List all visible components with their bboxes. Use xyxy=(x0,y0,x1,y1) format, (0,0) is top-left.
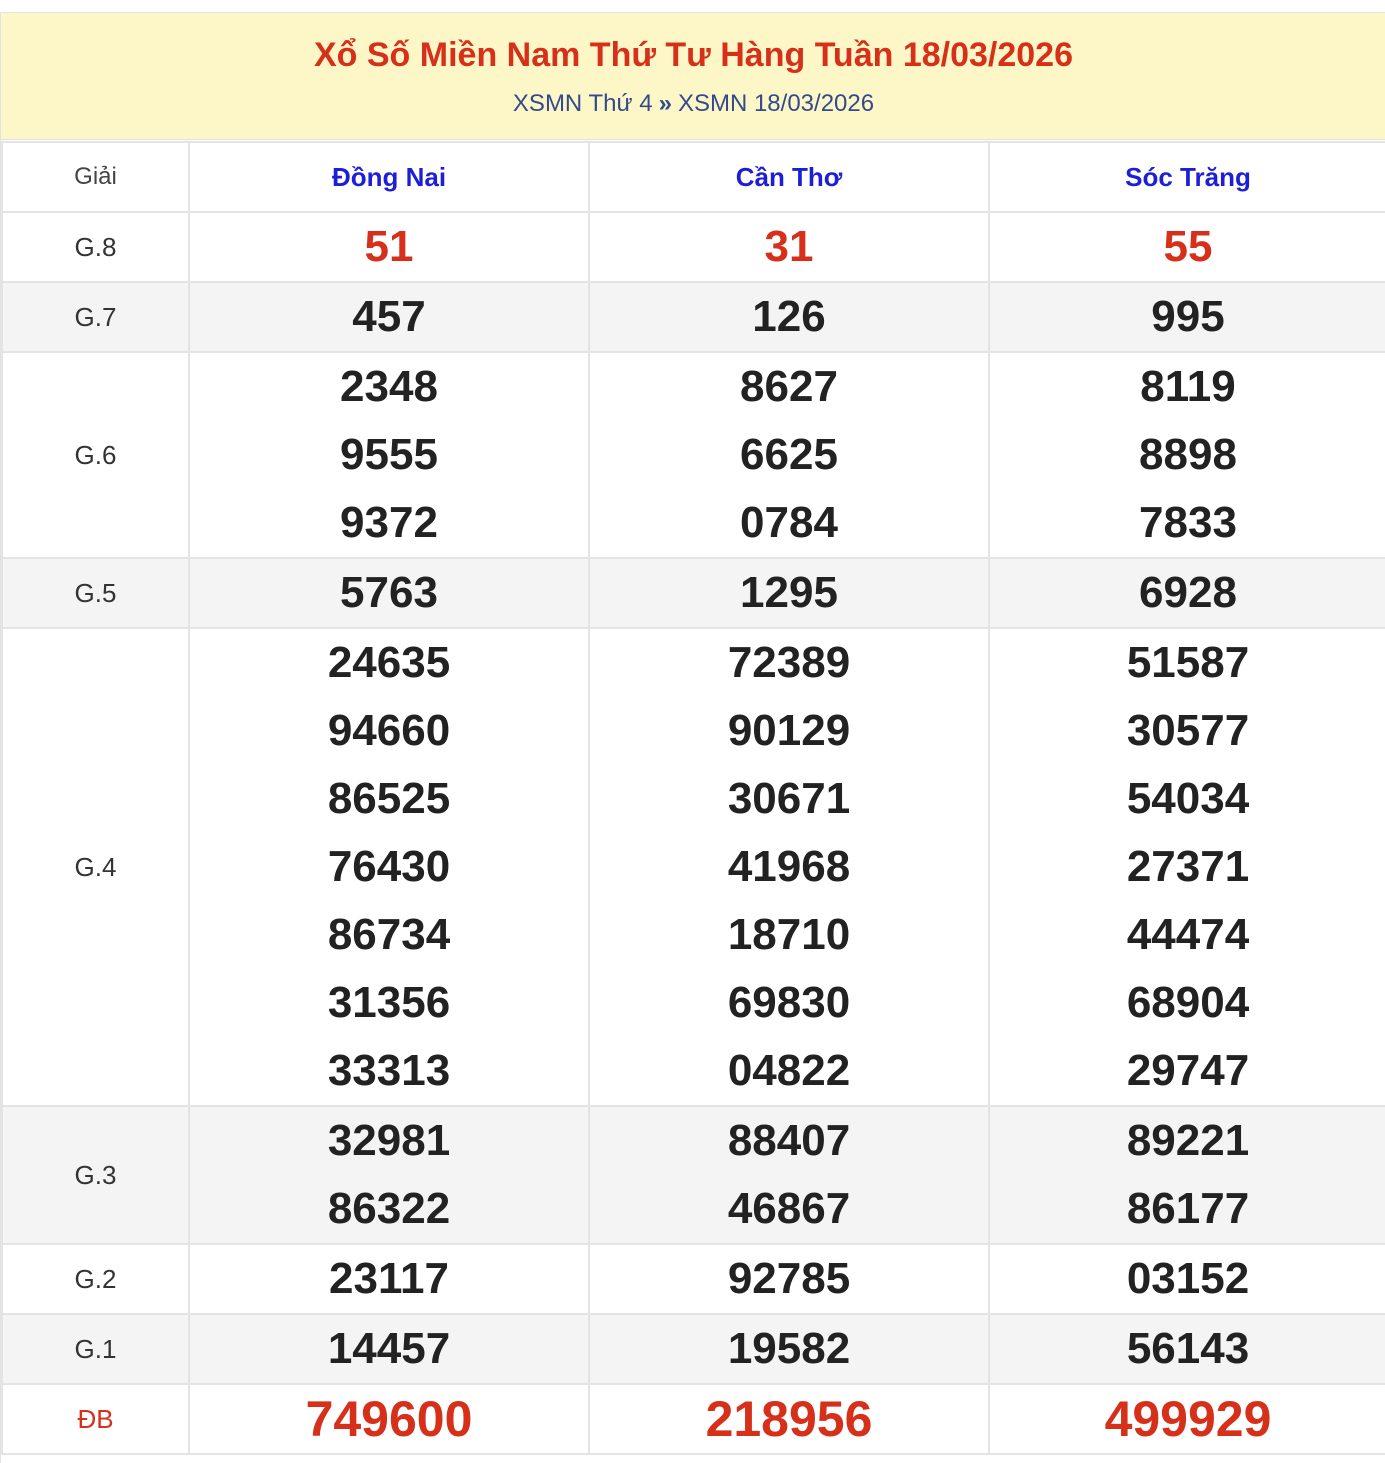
result-cell xyxy=(589,1244,989,1314)
result-number: 51587 xyxy=(1126,638,1250,687)
result-number: 90129 xyxy=(727,706,851,755)
result-number: 9555 xyxy=(340,430,438,479)
table-row xyxy=(2,558,1385,628)
result-cell xyxy=(189,1106,589,1244)
result-number: 6928 xyxy=(1139,568,1237,617)
result-number: 55 xyxy=(1163,222,1213,271)
result-cell xyxy=(589,1384,989,1454)
result-cell xyxy=(589,1106,989,1244)
result-number: 5763 xyxy=(340,568,438,617)
result-number: 8898 xyxy=(1139,430,1237,479)
results-header xyxy=(1,13,1385,140)
result-cell xyxy=(589,282,989,352)
result-number: 68904 xyxy=(1126,978,1250,1027)
result-number: 04822 xyxy=(727,1046,851,1095)
result-cell xyxy=(989,628,1385,1106)
result-cell xyxy=(989,352,1385,558)
breadcrumb-link-weekday[interactable]: XSMN Thứ 4 xyxy=(512,90,653,117)
result-cell xyxy=(989,282,1385,352)
result-number: 27371 xyxy=(1126,842,1250,891)
table-row xyxy=(2,282,1385,352)
result-number: 86734 xyxy=(327,910,451,959)
result-number: 88407 xyxy=(727,1116,851,1165)
result-number: 92785 xyxy=(727,1254,851,1303)
results-panel xyxy=(0,12,1385,1463)
prize-label: G.1 xyxy=(2,1314,189,1384)
result-number: 18710 xyxy=(727,910,851,959)
result-number: 76430 xyxy=(327,842,451,891)
result-number: 23117 xyxy=(329,1254,449,1303)
result-number: 46867 xyxy=(727,1184,851,1233)
province-header-soc-trang[interactable]: Sóc Trăng xyxy=(989,142,1385,212)
result-number: 1295 xyxy=(740,568,838,617)
result-cell xyxy=(589,352,989,558)
result-number: 31356 xyxy=(327,978,451,1027)
table-row xyxy=(2,1384,1385,1454)
province-header-dong-nai[interactable]: Đồng Nai xyxy=(189,142,589,212)
result-number: 995 xyxy=(1151,292,1225,341)
result-number: 94660 xyxy=(327,706,451,755)
result-number: 6625 xyxy=(740,430,838,479)
result-cell xyxy=(989,1244,1385,1314)
result-number: 51 xyxy=(364,222,414,271)
result-number: 33313 xyxy=(327,1046,451,1095)
table-row xyxy=(2,1314,1385,1384)
result-cell xyxy=(989,1106,1385,1244)
result-number: 86525 xyxy=(327,774,451,823)
result-number: 749600 xyxy=(305,1391,473,1447)
breadcrumb-separator: » xyxy=(658,90,672,117)
prize-label: G.5 xyxy=(2,558,189,628)
table-header-row xyxy=(2,142,1385,212)
result-cell xyxy=(189,282,589,352)
result-number: 32981 xyxy=(327,1116,451,1165)
result-number: 72389 xyxy=(727,638,851,687)
result-number: 9372 xyxy=(340,498,438,547)
table-row xyxy=(2,352,1385,558)
result-number: 499929 xyxy=(1104,1391,1272,1447)
result-number: 8119 xyxy=(1140,362,1236,411)
prize-label: G.6 xyxy=(2,352,189,558)
result-cell xyxy=(189,628,589,1106)
result-number: 29747 xyxy=(1126,1046,1250,1095)
results-table xyxy=(1,141,1385,1455)
prize-column-header: Giải xyxy=(2,142,189,212)
result-number: 14457 xyxy=(327,1324,451,1373)
result-number: 0784 xyxy=(740,498,838,547)
result-number: 41968 xyxy=(727,842,851,891)
result-number: 86177 xyxy=(1126,1184,1250,1233)
result-number: 7833 xyxy=(1139,498,1237,547)
prize-label: ĐB xyxy=(2,1384,189,1454)
result-number: 54034 xyxy=(1126,774,1250,823)
result-number: 03152 xyxy=(1126,1254,1250,1303)
result-cell xyxy=(189,212,589,282)
prize-label: G.8 xyxy=(2,212,189,282)
result-cell xyxy=(189,1244,589,1314)
result-cell xyxy=(989,1314,1385,1384)
result-number: 30671 xyxy=(727,774,851,823)
result-number: 218956 xyxy=(705,1391,873,1447)
result-number: 8627 xyxy=(740,362,838,411)
prize-label: G.7 xyxy=(2,282,189,352)
result-cell xyxy=(989,212,1385,282)
result-number: 31 xyxy=(764,222,814,271)
result-number: 30577 xyxy=(1126,706,1250,755)
result-number: 2348 xyxy=(340,362,438,411)
table-row xyxy=(2,1244,1385,1314)
result-cell xyxy=(589,628,989,1106)
result-number: 56143 xyxy=(1126,1324,1250,1373)
result-cell xyxy=(589,212,989,282)
table-row xyxy=(2,212,1385,282)
table-row xyxy=(2,1106,1385,1244)
result-number: 457 xyxy=(352,292,426,341)
prize-label: G.2 xyxy=(2,1244,189,1314)
result-cell xyxy=(589,558,989,628)
breadcrumb-link-date[interactable]: XSMN 18/03/2026 xyxy=(677,90,875,117)
results-body xyxy=(2,212,1385,1454)
result-number: 89221 xyxy=(1126,1116,1250,1165)
result-cell xyxy=(189,1314,589,1384)
result-cell xyxy=(989,1384,1385,1454)
prize-label: G.4 xyxy=(2,628,189,1106)
result-number: 86322 xyxy=(327,1184,451,1233)
result-cell xyxy=(989,558,1385,628)
result-number: 19582 xyxy=(727,1324,851,1373)
result-number: 24635 xyxy=(327,638,451,687)
result-number: 126 xyxy=(752,292,826,341)
result-number: 44474 xyxy=(1126,910,1250,959)
result-cell xyxy=(189,352,589,558)
result-number: 69830 xyxy=(727,978,851,1027)
result-cell xyxy=(189,1384,589,1454)
breadcrumb xyxy=(1,89,1385,119)
province-header-can-tho[interactable]: Cần Thơ xyxy=(589,142,989,212)
result-cell xyxy=(189,558,589,628)
result-cell xyxy=(589,1314,989,1384)
table-row xyxy=(2,628,1385,1106)
page-title: Xổ Số Miền Nam Thứ Tư Hàng Tuần 18/03/2026 xyxy=(313,36,1073,74)
prize-label: G.3 xyxy=(2,1106,189,1244)
